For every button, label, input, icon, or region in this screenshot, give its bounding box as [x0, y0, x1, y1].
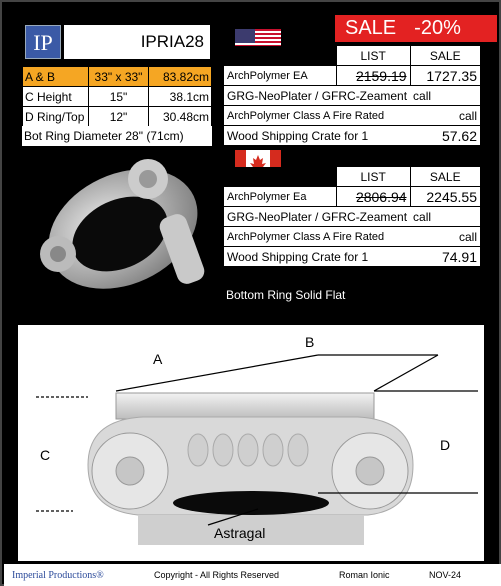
price-row: [224, 66, 481, 86]
price-row: [224, 227, 481, 247]
call-text: call: [410, 227, 480, 247]
sale-label: SALE: [345, 17, 397, 39]
list-header: LIST: [336, 46, 410, 66]
crate-price: 74.91: [410, 247, 480, 267]
price-row: [224, 106, 481, 126]
logo-icon: IP: [25, 25, 61, 59]
spec-value: 15": [89, 87, 149, 107]
spec-value: 33" x 33": [89, 67, 149, 87]
date: NOV-24: [429, 570, 462, 580]
dimension-table: [22, 66, 212, 127]
spec-row: [23, 107, 212, 127]
price-row: [224, 247, 481, 267]
list-price: 2159.19: [336, 66, 410, 86]
label-a: A: [153, 351, 163, 367]
bottom-ring-note: Bottom Ring Solid Flat: [226, 288, 346, 302]
spec-label: C Height: [23, 87, 89, 107]
sale-price: 1727.35: [410, 66, 480, 86]
list-header: LIST: [336, 167, 410, 187]
spec-label: D Ring/Top: [23, 107, 89, 127]
style-name: Roman Ionic: [339, 570, 390, 580]
sale-banner: [335, 15, 497, 42]
spec-row: [23, 67, 212, 87]
footer: [4, 564, 501, 586]
sale-header: SALE: [410, 167, 480, 187]
spec-metric: 38.1cm: [149, 87, 212, 107]
crate-price: 57.62: [410, 126, 480, 146]
label-astragal: Astragal: [214, 525, 266, 541]
spec-metric: 83.82cm: [149, 67, 212, 87]
price-row: [224, 187, 481, 207]
spec-row: [23, 87, 212, 107]
spec-value: 12": [89, 107, 149, 127]
price-label: ArchPolymer EA: [224, 66, 337, 86]
price-row: [224, 86, 481, 106]
sale-header: SALE: [410, 46, 480, 66]
bottom-ring-diameter: Bot Ring Diameter 28" (71cm): [22, 126, 212, 146]
list-price: 2806.94: [336, 187, 410, 207]
price-label: Wood Shipping Crate for 1: [224, 247, 411, 267]
label-b: B: [305, 334, 315, 350]
price-label: ArchPolymer Class A Fire Rated: [224, 227, 411, 247]
call-text: call: [410, 86, 480, 106]
price-label: ArchPolymer Class A Fire Rated: [224, 106, 411, 126]
price-row: [224, 126, 481, 146]
us-price-table: [223, 45, 481, 146]
label-d: D: [440, 437, 451, 453]
dimension-diagram: [18, 325, 484, 561]
price-row: [224, 207, 481, 227]
sale-discount: -20%: [414, 17, 461, 39]
call-text: call: [410, 207, 480, 227]
call-text: call: [410, 106, 480, 126]
spec-label: A & B: [23, 67, 89, 87]
brand-name: Imperial Productions®: [12, 570, 104, 581]
copyright: Copyright - All Rights Reserved: [154, 570, 280, 580]
price-label: GRG-NeoPlater / GFRC-Zeament: [224, 86, 411, 106]
sale-price: 2245.55: [410, 187, 480, 207]
capital-photo: [28, 159, 214, 308]
label-c: C: [40, 447, 51, 463]
price-label: GRG-NeoPlater / GFRC-Zeament: [224, 207, 411, 227]
spec-metric: 30.48cm: [149, 107, 212, 127]
model-number: IPRIA28: [64, 25, 210, 59]
price-label: Wood Shipping Crate for 1: [224, 126, 411, 146]
price-label: ArchPolymer Ea: [224, 187, 337, 207]
ca-price-table: [223, 166, 481, 267]
